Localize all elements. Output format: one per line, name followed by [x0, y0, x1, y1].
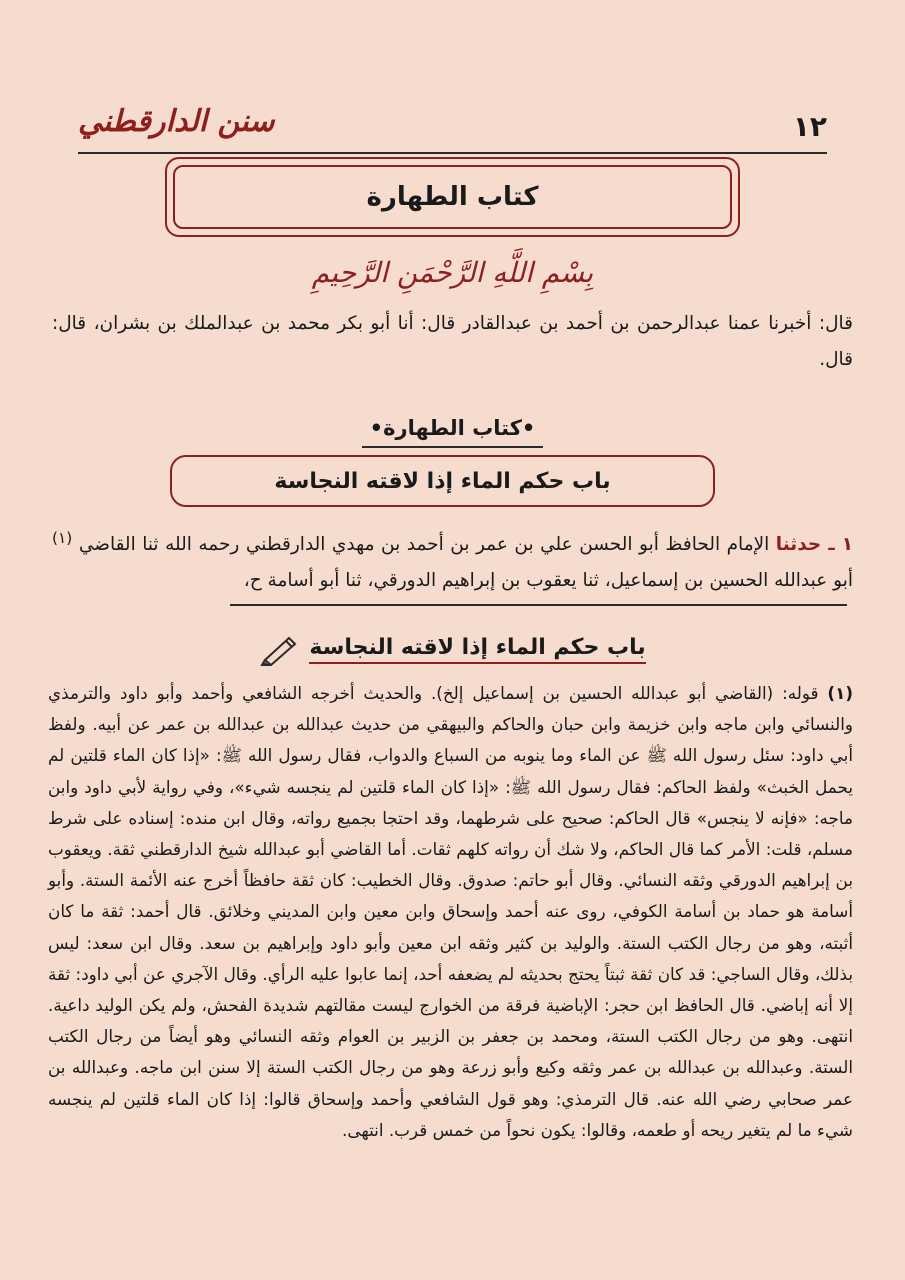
book-title: كتاب الطهارة [366, 182, 539, 212]
running-title: سنن الدارقطني [78, 104, 275, 139]
sub-heading-text: •كتاب الطهارة• [362, 416, 544, 448]
hadith-block [52, 520, 853, 599]
book-title-frame [165, 157, 740, 237]
chapter-title-box [170, 455, 715, 507]
pen-icon [259, 632, 299, 666]
note-number: (١) [827, 683, 853, 703]
footnote-ref[interactable]: (١) [52, 529, 73, 547]
commentary-heading-text: باب حكم الماء إذا لاقته النجاسة [309, 635, 645, 664]
sub-heading [0, 416, 905, 448]
hadith-number: ١ ـ حدثنا [775, 534, 853, 556]
commentary-notes [48, 678, 853, 1146]
commentary-heading [0, 632, 905, 666]
note-text: قوله: (القاضي أبو عبدالله الحسين بن إسماعيل إلخ). والحديث أخرجه الشافعي وأحمد وأبو داود والترمذي والنسائي وابن ماجه وابن خزيمة وابن حبان والحاكم والبيهقي من حديث عبدالله بن عبدالله بن عمر عن أبيه. ولفظ أبي داود: سئل رسول الله ﷺ عن الماء وما ينوبه من السباع والدواب، فقال رسول الله ﷺ: «إذا كان الماء قلتين لم يحمل الخبث» ولفظ الحاكم: فقال رسول الله ﷺ: «إذا كان الماء قلتين لم ينجسه شيء»، وفي رواية لأبي داود وابن ماجه: «فإنه لا ينجس» قال الحاكم: صحيح على شرطهما، وقد احتجا بجميع رواته، وقال ابن منده: إسناده على شرط مسلم، قلت: الأمر كما قال الحاكم، ولا شك أن رواته كلهم ثقات. أما القاضي أبو عبدالله شيخ الدارقطني ثقة. ويعقوب بن إبراهيم الدورقي وثقه النسائي. وقال أبو حاتم: صدوق. وقال الخطيب: كان ثقة حافظاً أخرج عنه الأئمة الستة. وأبو أسامة هو حماد بن أسامة الكوفي، روى عنه أحمد وإسحاق وابن معين وابن المديني وخلائق. قال أحمد: ثقة ما كان أثبته، وهو من رجال الكتب الستة. والوليد بن كثير وثقه ابن معين وأبو داود وإبراهيم بن سعد. وقال ابن سعد: ليس بذلك، وقال الساجي: قد كان ثقة ثبتاً يحتج بحديثه لم يضعفه أحد، إنما عابوا عليه الرأي. وقال الآجري عن أبي داود: ثقة إلا أنه إباضي. قال الحافظ ابن حجر: الإباضية فرقة من الخوارج ليست مقالتهم شديدة الفحش، ولم يكن الوليد داعية. انتهى. وهو من رجال الكتب الستة، ومحمد بن جعفر بن الزبير بن العوام وثقه النسائي وهو أيضاً من رجال الكتب الستة. وعبدالله بن عبدالله بن عمر وثقه وكيع وأبو زرعة وهو من رجال الكتب الستة إلا سنن ابن ماجه. وعبدالله بن عمر صحابي رضي الله عنه. قال الترمذي: وهو قول الشافعي وأحمد وإسحاق قالوا: إذا كان الماء قلتين لم ينجسه شيء ما لم يتغير ريحه أو طعمه، وقالوا: يكون نحواً من خمس قرب. انتهى. [48, 683, 853, 1140]
basmala: بِسْمِ اللَّهِ الرَّحْمَنِ الرَّحِيمِ [311, 256, 594, 289]
page-header [78, 100, 827, 154]
footnote-divider [230, 604, 847, 606]
page-number: ١٢ [792, 110, 827, 143]
isnad-intro-text: قال: أخبرنا عمنا عبدالرحمن بن أحمد بن عبدالقادر قال: أنا أبو بكر محمد بن عبدالملك بن بشران، قال: قال. [52, 313, 853, 370]
chapter-title: باب حكم الماء إذا لاقته النجاسة [274, 468, 611, 494]
hadith-text: الإمام الحافظ أبو الحسن علي بن عمر بن أحمد بن مهدي الدارقطني رحمه الله ثنا القاضي [78, 534, 776, 556]
book-title-inner-frame [173, 165, 732, 229]
hadith-paragraph [52, 520, 853, 599]
hadith-text-after: أبو عبدالله الحسين بن إسماعيل، ثنا يعقوب بن إبراهيم الدورقي، ثنا أبو أسامة ح، [243, 570, 853, 592]
note-paragraph [48, 678, 853, 1146]
isnad-intro [52, 306, 853, 378]
